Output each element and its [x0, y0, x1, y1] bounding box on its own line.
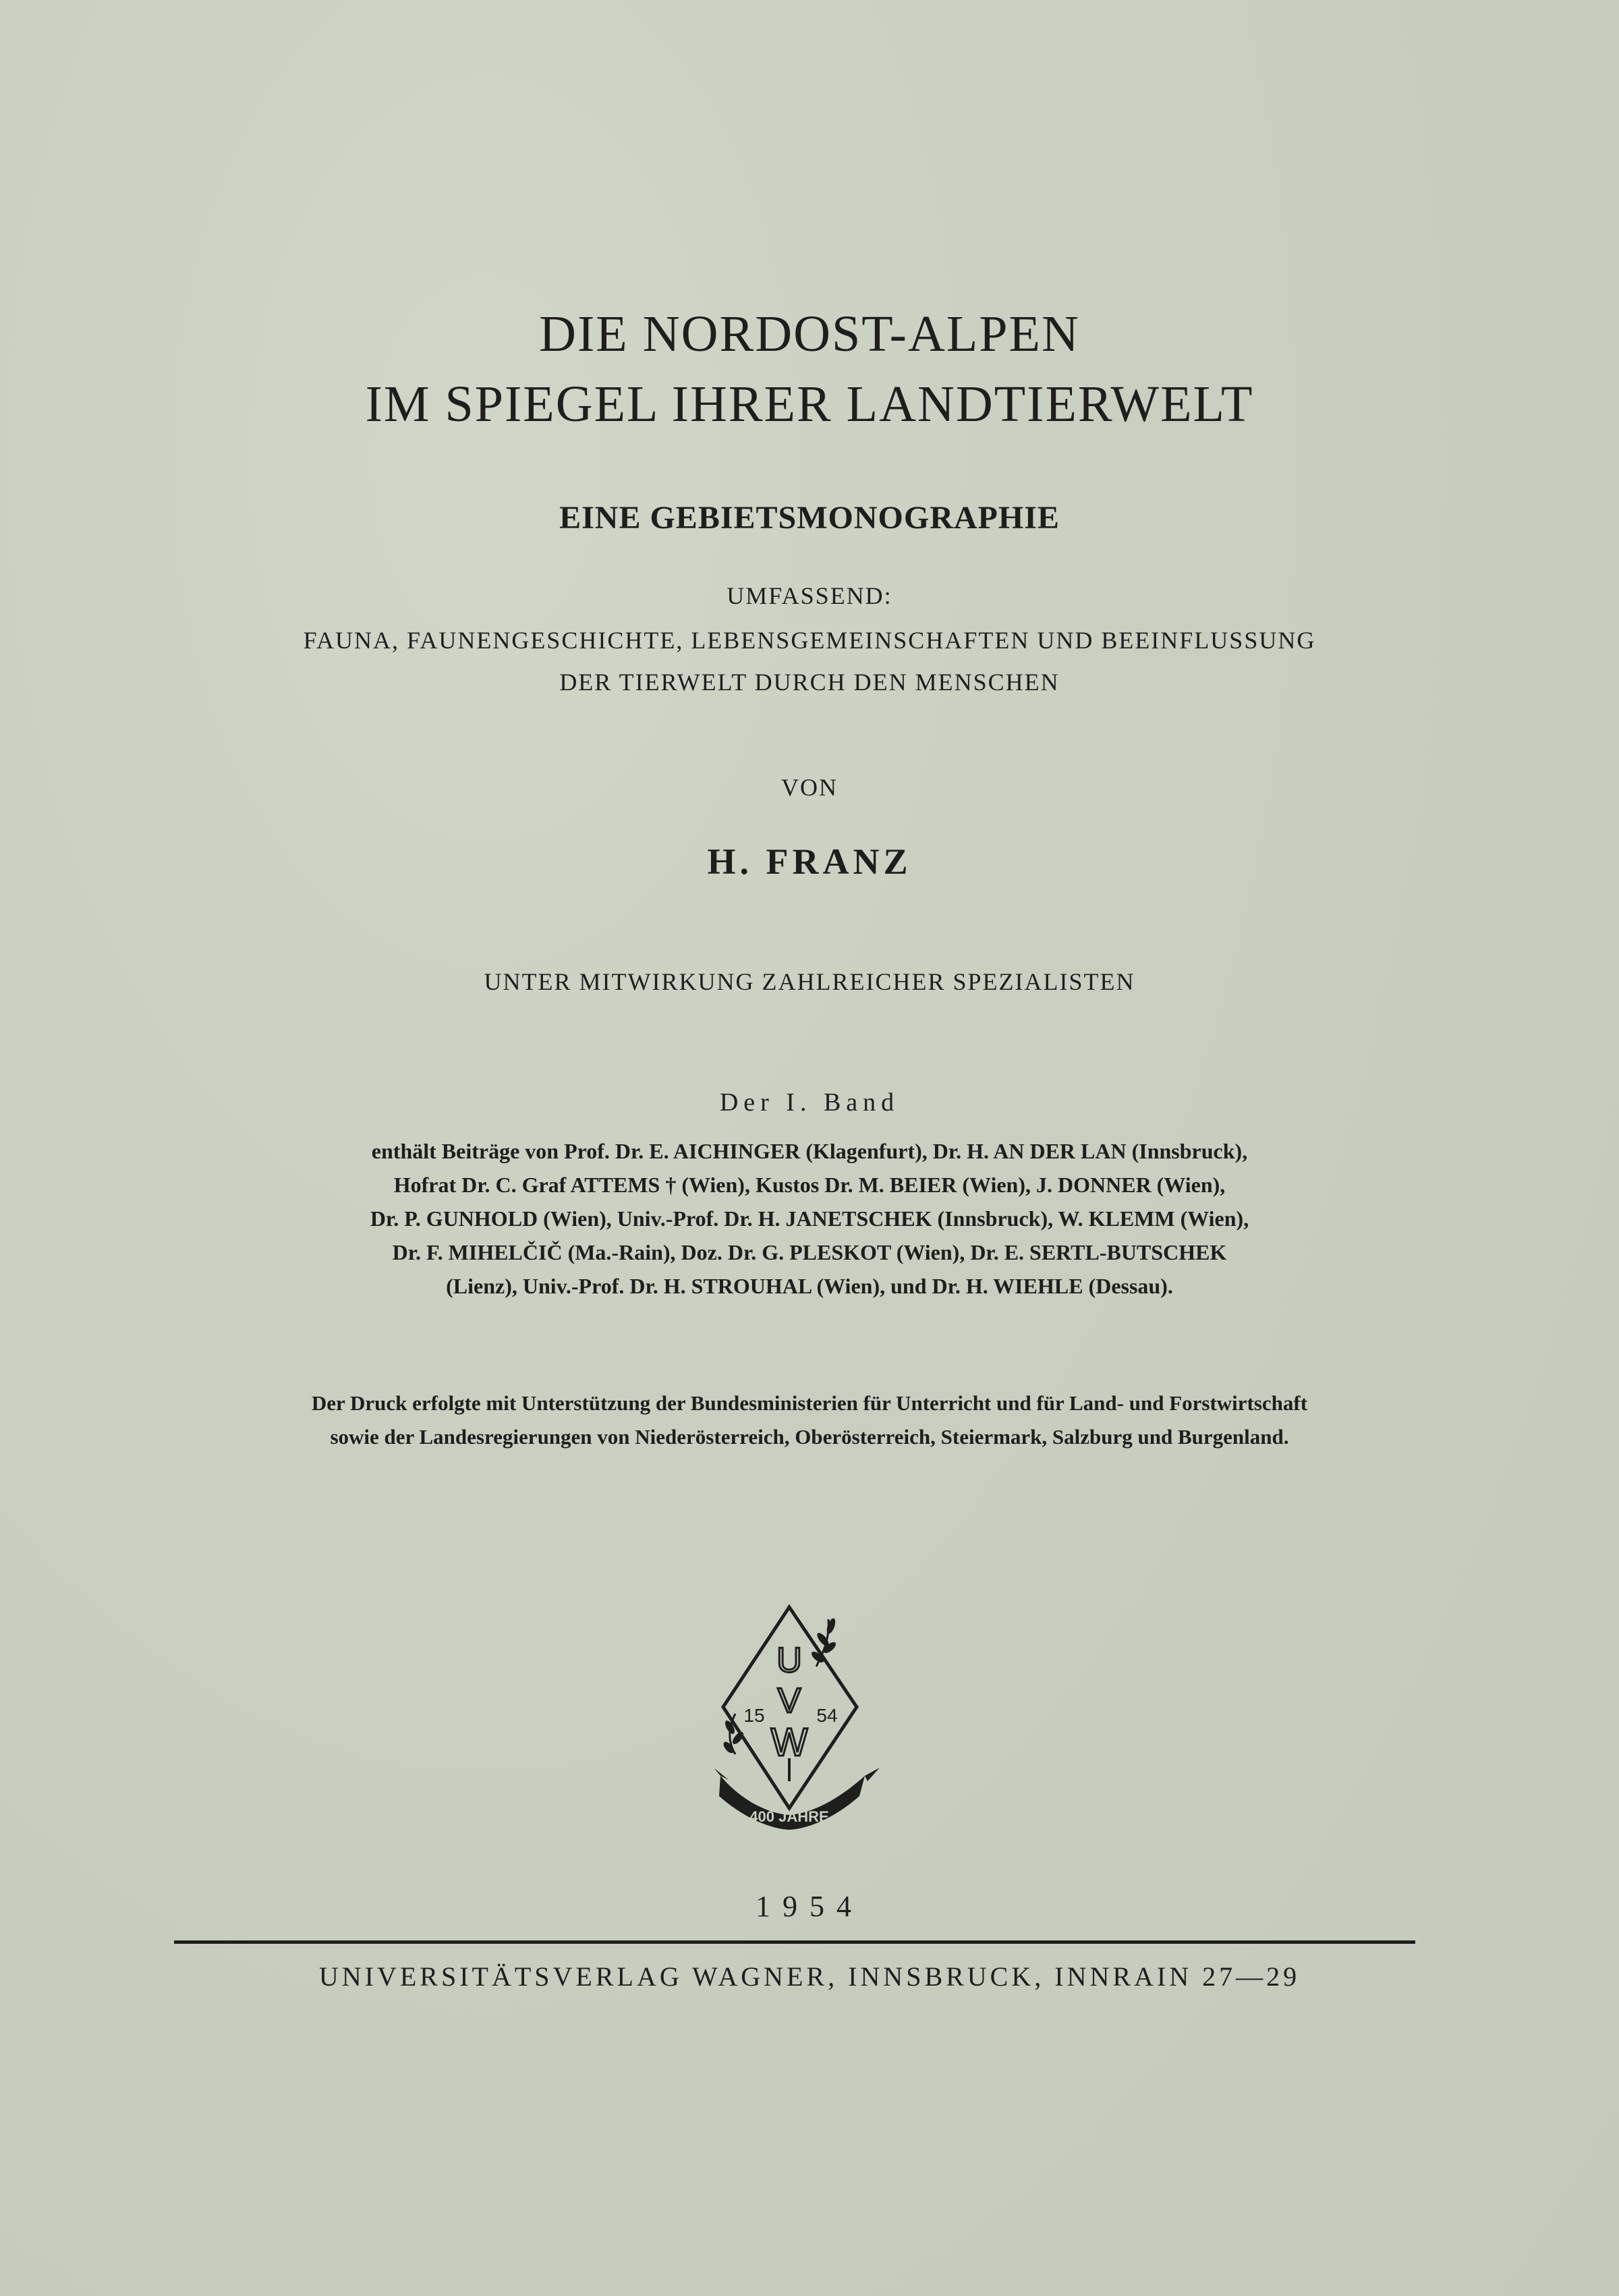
scope-label: UMFASSEND: — [727, 582, 892, 609]
emblem-banner-text: 400 JAHRE — [749, 1808, 829, 1825]
emblem-year-left: 15 — [743, 1705, 765, 1726]
by-label: VON — [781, 774, 838, 801]
collaboration-note: UNTER MITWIRKUNG ZAHLREICHER SPEZIALISTEN — [484, 968, 1135, 995]
publication-year: 1954 — [756, 1890, 863, 1923]
contributors-line: (Lienz), Univ.-Prof. Dr. H. STROUHAL (Wien), und Dr. H. WIEHLE (Dessau). — [446, 1274, 1173, 1298]
contributors-line: Dr. F. MIHELČIČ (Ma.-Rain), Doz. Dr. G. PLESKOT (Wien), Dr. E. SERTL-BUTSCHEK — [392, 1240, 1227, 1264]
divider-rule — [174, 1940, 1415, 1944]
scope-line-2: DER TIERWELT DURCH DEN MENSCHEN — [559, 669, 1060, 696]
volume-heading: Der I. Band — [719, 1088, 900, 1117]
title-line-2: IM SPIEGEL IHRER LANDTIERWELT — [365, 376, 1254, 432]
emblem-letter-v: V — [777, 1681, 801, 1720]
scope-line-1: FAUNA, FAUNENGESCHICHTE, LEBENSGEMEINSCHAFTEN UND BEEINFLUSSUNG — [303, 627, 1316, 654]
support-note-line: sowie der Landesregierungen von Niederösterreich, Oberösterreich, Steiermark, Salzburg und Burgenland. — [330, 1425, 1289, 1449]
emblem-letter-w: W — [770, 1720, 808, 1764]
author-name: H. FRANZ — [707, 841, 912, 882]
uvw-anniversary-emblem-icon — [715, 1599, 884, 1849]
contributors-line: enthält Beiträge von Prof. Dr. E. AICHINGER (Klagenfurt), Dr. H. AN DER LAN (Innsbruck), — [371, 1139, 1248, 1163]
publisher-line: UNIVERSITÄTSVERLAG WAGNER, INNSBRUCK, INNRAIN 27—29 — [318, 1961, 1301, 1992]
contributors-line: Dr. P. GUNHOLD (Wien), Univ.-Prof. Dr. H. JANETSCHEK (Innsbruck), W. KLEMM (Wien), — [370, 1206, 1249, 1231]
emblem-letter-u: U — [776, 1641, 802, 1680]
emblem-year-right: 54 — [816, 1705, 838, 1726]
title-line-1: DIE NORDOST-ALPEN — [539, 306, 1080, 362]
subtitle: EINE GEBIETSMONOGRAPHIE — [559, 500, 1060, 536]
contributors-line: Hofrat Dr. C. Graf ATTEMS † (Wien), Kustos Dr. M. BEIER (Wien), J. DONNER (Wien), — [393, 1173, 1226, 1197]
support-note-line: Der Druck erfolgte mit Unterstützung der Bundesministerien für Unterricht und für Land- und Forstwirtschaft — [311, 1391, 1308, 1415]
